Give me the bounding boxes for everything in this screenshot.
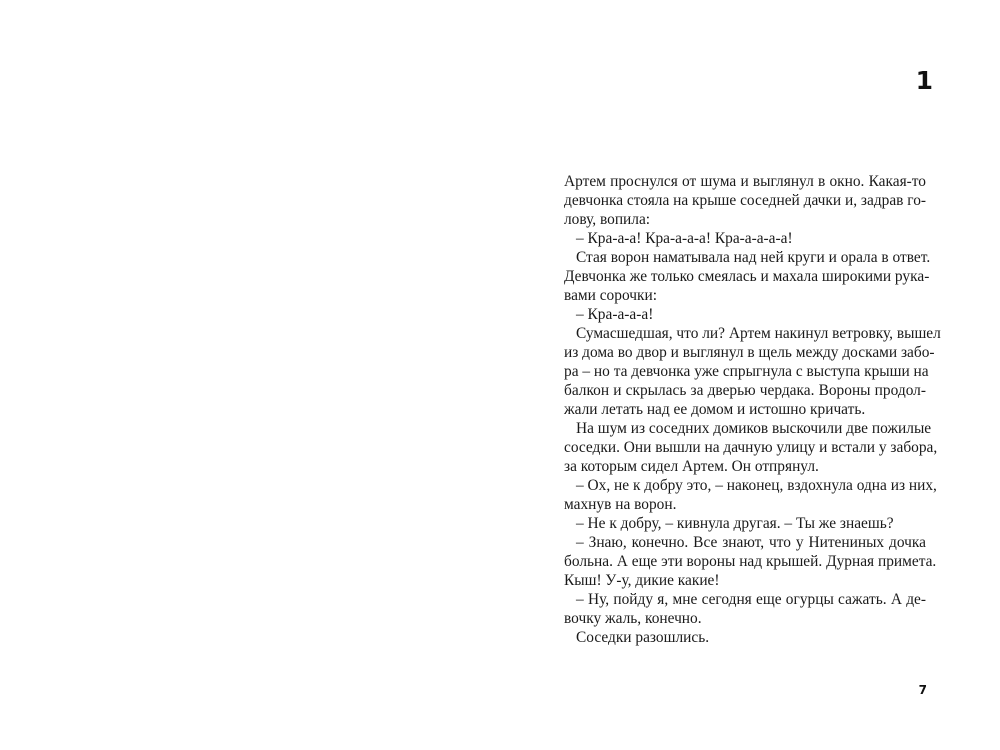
text-line: жали летать над ее домом и истошно кричать. [564,401,866,418]
text-line: – Ну, пойду я, мне сегодня еще огурцы сажать. А де- [576,591,926,608]
text-line: – Ох, не к добру это, – наконец, вздохнула одна из них, [576,477,937,494]
text-line: девчонка стояла на крыше соседней дачки и, задрав го- [564,192,927,209]
text-line: лову, вопила: [564,211,651,228]
text-line: Сумасшедшая, что ли? Артем накинул ветровку, вышел [576,325,941,342]
text-line: Артем проснулся от шума и выглянул в окно. Какая-то [564,173,926,190]
text-line: вами сорочки: [564,287,657,304]
text-line: Стая ворон наматывала над ней круги и орала в ответ. [576,249,931,266]
text-line: Соседки разошлись. [576,629,710,646]
text-line: – Кра-а-а-а! [576,306,654,323]
text-line: больна. А еще эти вороны над крышей. Дурная примета. [564,553,937,570]
text-line: соседки. Они вышли на дачную улицу и встали у забора, [564,439,938,456]
text-line: – Кра-а-а! Кра-а-а-а! Кра-а-а-а-а! [576,230,793,247]
text-line: из дома во двор и выглянул в щель между досками забо- [564,344,935,361]
text-line: Девчонка же только смеялась и махала широкими рука- [564,268,930,285]
text-line: за которым сидел Артем. Он отпрянул. [564,458,819,475]
text-line: На шум из соседних домиков выскочили две пожилые [576,420,932,437]
chapter-number: 1 [915,66,933,95]
body-text [564,172,941,647]
text-line: вочку жаль, конечно. [564,610,702,627]
text-line: балкон и скрылась за дверью чердака. Вороны продол- [564,382,926,399]
text-line: – Знаю, конечно. Все знают, что у Нитениных дочка [576,534,926,551]
text-line: Кыш! У-у, дикие какие! [564,572,720,589]
text-line: – Не к добру, – кивнула другая. – Ты же знаешь? [576,515,894,532]
page-number: 7 [918,683,927,697]
text-line: ра – но та девчонка уже спрыгнула с выступа крыши на [564,363,929,380]
right-page [500,0,1000,750]
text-line: махнув на ворон. [564,496,677,513]
